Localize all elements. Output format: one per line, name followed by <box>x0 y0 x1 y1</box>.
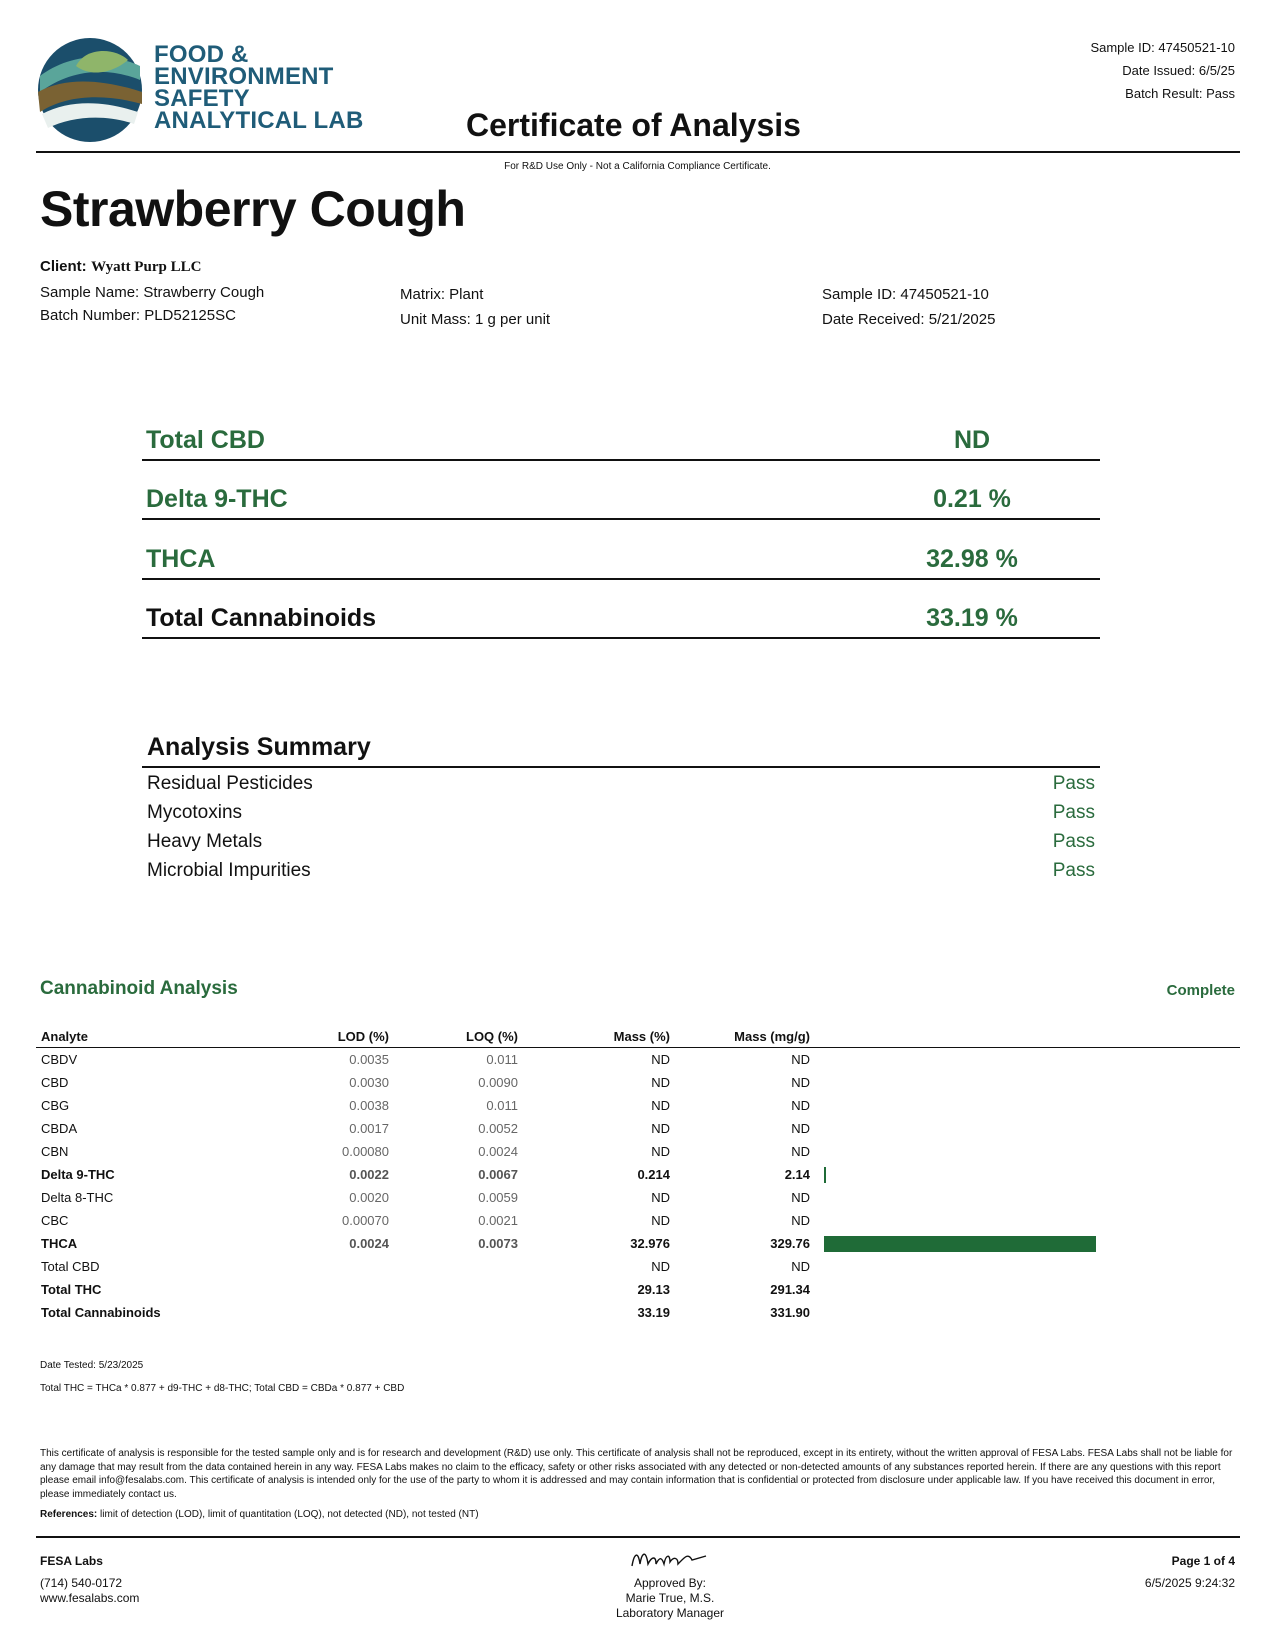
lod-cell <box>280 1278 395 1301</box>
analyte-cell: CBD <box>41 1075 69 1090</box>
loq-cell: 0.0021 <box>478 1213 518 1228</box>
certificate-title: Certificate of Analysis <box>466 107 801 143</box>
mass-mgg-cell: ND <box>791 1075 810 1090</box>
footer-divider <box>36 1536 1240 1538</box>
mass-pct-cell: ND <box>651 1213 670 1228</box>
mass-pct-cell: ND <box>651 1121 670 1136</box>
summary-divider <box>142 766 1100 768</box>
cannabinoid-analysis-title: Cannabinoid Analysis <box>40 978 238 999</box>
mass-pct-cell: 33.19 <box>637 1305 670 1320</box>
product-name: Strawberry Cough <box>40 181 466 237</box>
loq-cell <box>395 1301 524 1324</box>
col-header-lod: LOD (%) <box>280 1027 395 1048</box>
mass-mgg-cell: ND <box>791 1144 810 1159</box>
lod-cell: 0.0035 <box>349 1052 389 1067</box>
mass-mgg-cell: 329.76 <box>770 1236 810 1251</box>
logo-text-line-3: SAFETY <box>154 85 250 112</box>
approved-by-label: Approved By: <box>633 1576 707 1590</box>
fesa-logo-icon <box>36 36 144 144</box>
analyte-cell: CBN <box>41 1144 69 1159</box>
formula-note: Total THC = THCa * 0.877 + d9-THC + d8-THC; Total CBD = CBDa * 0.877 + CBD <box>40 1383 405 1394</box>
summary-item-name: Microbial Impurities <box>147 860 311 881</box>
unit-mass: Unit Mass: 1 g per unit <box>400 311 551 328</box>
analyte-cell: Total Cannabinoids <box>41 1305 161 1320</box>
loq-cell: 0.0024 <box>478 1144 518 1159</box>
header-divider <box>36 151 1240 153</box>
mass-pct-cell: 32.976 <box>630 1236 670 1251</box>
date-tested: Date Tested: 5/23/2025 <box>40 1360 144 1371</box>
header-date-issued: Date Issued: 6/5/25 <box>1122 63 1235 78</box>
mass-mgg-cell: ND <box>791 1213 810 1228</box>
analyte-cell: Total CBD <box>41 1259 100 1274</box>
table-row <box>36 1186 1240 1209</box>
loq-cell: 0.0090 <box>478 1075 518 1090</box>
table-row <box>36 1278 1240 1301</box>
col-header-mass-pct: Mass (%) <box>524 1027 676 1048</box>
analyte-cell: Total THC <box>41 1282 102 1297</box>
total-value: 33.19 % <box>926 604 1018 632</box>
mass-mgg-cell: ND <box>791 1121 810 1136</box>
mass-pct-cell: ND <box>651 1259 670 1274</box>
date-received: Date Received: 5/21/2025 <box>822 311 996 328</box>
summary-item <box>147 802 1095 830</box>
summary-item <box>147 831 1095 859</box>
analyte-cell: CBDV <box>41 1052 78 1067</box>
total-row <box>142 538 1100 580</box>
bar-cell <box>816 1278 1240 1301</box>
total-value: 0.21 % <box>933 485 1011 513</box>
bar-cell <box>816 1163 1240 1186</box>
summary-item-result: Pass <box>1052 802 1095 823</box>
summary-item <box>147 860 1095 888</box>
mass-pct-cell: ND <box>651 1144 670 1159</box>
references <box>40 1509 479 1520</box>
lod-cell: 0.0038 <box>349 1098 389 1113</box>
loq-cell <box>395 1255 524 1278</box>
loq-cell: 0.011 <box>486 1098 518 1113</box>
col-header-mass-mgg: Mass (mg/g) <box>676 1027 816 1048</box>
total-row <box>142 597 1100 639</box>
lod-cell: 0.00080 <box>342 1144 389 1159</box>
disclaimer: This certificate of analysis is responsible for the tested sample only and is for research and development (R&D) use only. This certificate of analysis shall not be reproduced, except in its entirety, without the written approval of FESA Labs. FESA Labs shall not be liable for any damage that may result from the data contained herein in any way. FESA Labs makes no claim to the efficacy, safety or other risks associated with any detected or non-detected amounts of any substances reported herein. If there are any questions with this report please email info@fesalabs.com. This certificate of analysis is intended only for the use of the party to whom it is addressed and may contain information that is confidential or protected from disclosure under applicable law. If you have received this document in error, please immediately contact us. <box>40 1448 1233 1500</box>
analyte-cell: CBDA <box>41 1121 78 1136</box>
mass-mgg-cell: ND <box>791 1190 810 1205</box>
summary-item-name: Mycotoxins <box>147 802 243 823</box>
bar-cell <box>816 1209 1240 1232</box>
sample-name: Sample Name: Strawberry Cough <box>40 284 265 301</box>
analyte-cell: CBC <box>41 1213 69 1228</box>
footer-company: FESA Labs <box>40 1554 103 1568</box>
bar-cell <box>816 1186 1240 1209</box>
table-row <box>36 1301 1240 1324</box>
lod-cell: 0.0024 <box>349 1236 389 1251</box>
cannabinoid-table <box>36 1027 1240 1324</box>
table-row <box>36 1071 1240 1094</box>
mass-mgg-cell: ND <box>791 1259 810 1274</box>
total-label: Total Cannabinoids <box>146 604 377 632</box>
mass-mgg-cell: 331.90 <box>770 1305 810 1320</box>
logo-text-line-2: ENVIRONMENT <box>154 63 334 90</box>
total-label: Delta 9-THC <box>146 485 288 513</box>
client-label: Client: <box>40 258 87 275</box>
approver-title: Laboratory Manager <box>615 1606 725 1620</box>
bar-cell <box>816 1232 1240 1255</box>
mass-mgg-cell: ND <box>791 1052 810 1067</box>
footer-website: www.fesalabs.com <box>40 1591 140 1605</box>
bar-cell <box>816 1117 1240 1140</box>
analyte-cell: Delta 8-THC <box>41 1190 114 1205</box>
lod-cell: 0.0017 <box>349 1121 389 1136</box>
summary-item-result: Pass <box>1052 773 1095 794</box>
mass-pct-cell: 29.13 <box>637 1282 670 1297</box>
mass-pct-cell: ND <box>651 1098 670 1113</box>
lod-cell: 0.0022 <box>349 1167 389 1182</box>
total-value: ND <box>953 426 991 454</box>
table-row <box>36 1232 1240 1255</box>
approver-name: Marie True, M.S. <box>625 1591 715 1605</box>
mass-mgg-cell: ND <box>791 1098 810 1113</box>
table-row <box>36 1048 1240 1072</box>
summary-item-result: Pass <box>1052 860 1095 881</box>
bar-cell <box>816 1140 1240 1163</box>
table-row <box>36 1140 1240 1163</box>
table-row <box>36 1163 1240 1186</box>
loq-cell <box>395 1278 524 1301</box>
loq-cell: 0.0073 <box>478 1236 518 1251</box>
mass-pct-cell: ND <box>651 1052 670 1067</box>
lod-cell <box>280 1301 395 1324</box>
mass-bar <box>824 1167 826 1183</box>
col-header-bar <box>816 1027 1240 1048</box>
bar-cell <box>816 1301 1240 1324</box>
bar-cell <box>816 1048 1240 1072</box>
page-number: Page 1 of 4 <box>1171 1554 1235 1568</box>
lod-cell: 0.0020 <box>349 1190 389 1205</box>
total-label: THCA <box>146 545 216 573</box>
col-header-loq: LOQ (%) <box>395 1027 524 1048</box>
col-header-analyte: Analyte <box>36 1027 280 1048</box>
summary-item-result: Pass <box>1052 831 1095 852</box>
analyte-cell: THCA <box>41 1236 78 1251</box>
header-batch-result: Batch Result: Pass <box>1125 86 1235 101</box>
summary-item-name: Heavy Metals <box>147 831 263 852</box>
summary-item <box>147 773 1095 801</box>
total-row <box>142 419 1100 461</box>
matrix: Matrix: Plant <box>400 286 484 303</box>
mass-pct-cell: ND <box>651 1075 670 1090</box>
bar-cell <box>816 1094 1240 1117</box>
batch-number: Batch Number: PLD52125SC <box>40 307 236 324</box>
references-label: References: <box>40 1509 98 1520</box>
loq-cell: 0.011 <box>486 1052 518 1067</box>
rd-use-note: For R&D Use Only - Not a California Compliance Certificate. <box>504 161 771 172</box>
bar-cell <box>816 1255 1240 1278</box>
lod-cell <box>280 1255 395 1278</box>
lod-cell: 0.00070 <box>342 1213 389 1228</box>
logo-text-line-4: ANALYTICAL LAB <box>154 107 364 134</box>
loq-cell: 0.0052 <box>478 1121 518 1136</box>
table-row <box>36 1117 1240 1140</box>
mass-mgg-cell: 291.34 <box>770 1282 810 1297</box>
client-line <box>40 258 201 276</box>
total-row <box>142 478 1100 520</box>
bar-cell <box>816 1071 1240 1094</box>
table-row <box>36 1209 1240 1232</box>
cannabinoid-analysis-status: Complete <box>1166 982 1235 999</box>
total-label: Total CBD <box>146 426 265 454</box>
references-text: limit of detection (LOD), limit of quantitation (LOQ), not detected (ND), not tested (NT) <box>97 1509 479 1520</box>
total-value: 32.98 % <box>926 545 1018 573</box>
footer-timestamp: 6/5/2025 9:24:32 <box>1144 1576 1235 1590</box>
loq-cell: 0.0059 <box>478 1190 518 1205</box>
sample-id: Sample ID: 47450521-10 <box>822 286 989 303</box>
header-sample-id: Sample ID: 47450521-10 <box>1090 40 1235 55</box>
summary-item-name: Residual Pesticides <box>147 773 313 794</box>
analyte-cell: CBG <box>41 1098 70 1113</box>
analysis-summary-title: Analysis Summary <box>147 733 371 761</box>
table-row <box>36 1094 1240 1117</box>
mass-bar <box>824 1236 1096 1252</box>
analyte-cell: Delta 9-THC <box>41 1167 115 1182</box>
table-header-row <box>36 1027 1240 1048</box>
logo-text-line-1: FOOD & <box>154 41 249 68</box>
lod-cell: 0.0030 <box>349 1075 389 1090</box>
signature-image <box>630 1546 710 1572</box>
mass-mgg-cell: 2.14 <box>784 1167 810 1182</box>
mass-pct-cell: ND <box>651 1190 670 1205</box>
client-name: Wyatt Purp LLC <box>91 259 202 275</box>
footer-phone: (714) 540-0172 <box>40 1576 123 1590</box>
table-row <box>36 1255 1240 1278</box>
loq-cell: 0.0067 <box>478 1167 518 1182</box>
mass-pct-cell: 0.214 <box>637 1167 670 1182</box>
